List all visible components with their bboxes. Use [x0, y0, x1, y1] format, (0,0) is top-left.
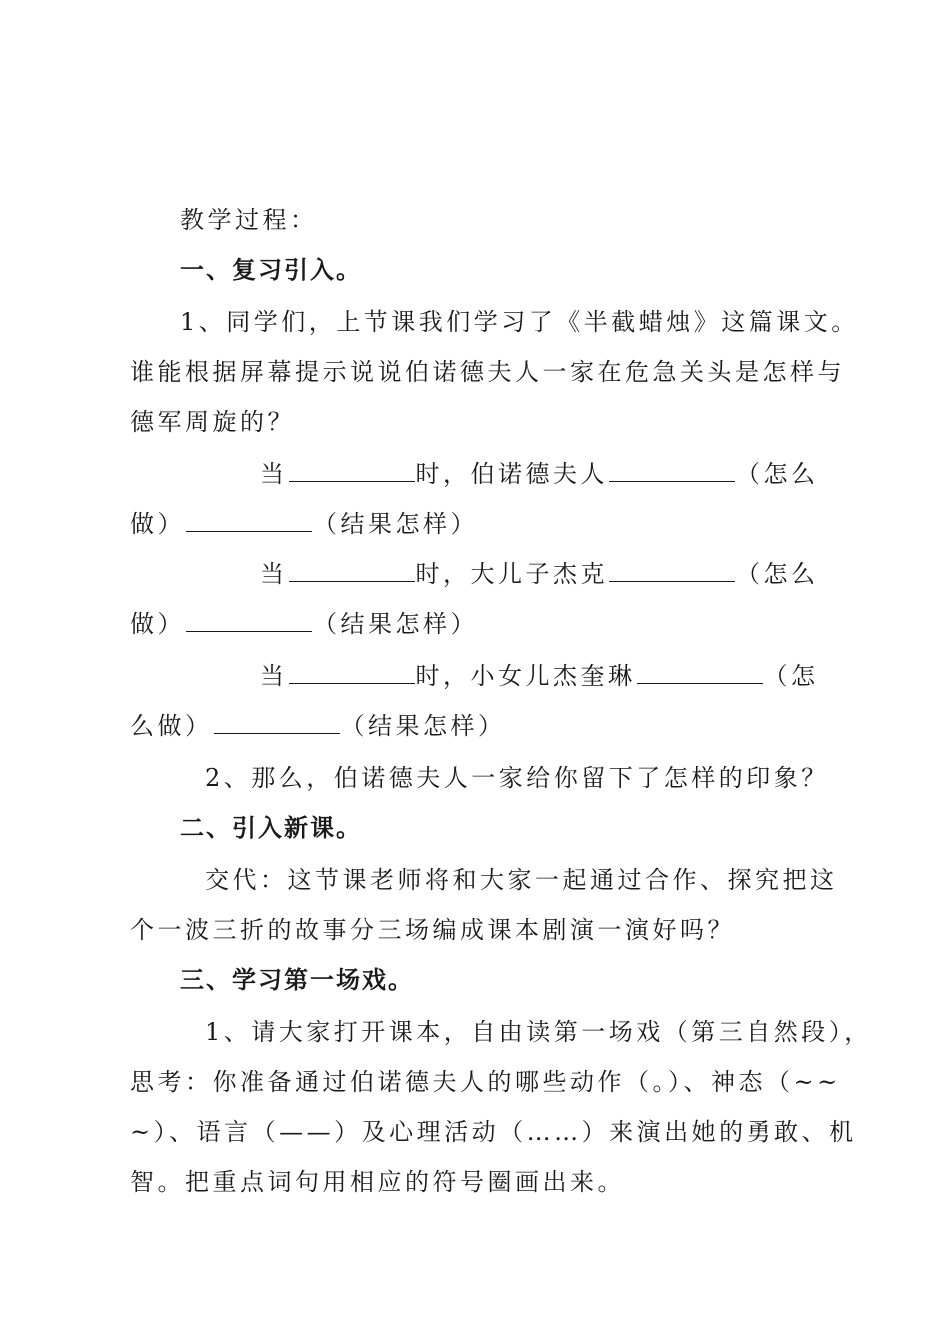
fill-row-cont-b: （结果怎样）: [313, 510, 478, 538]
part1-q1-line3: 德军周旋的？: [130, 408, 295, 436]
section-intro: 教学过程：: [180, 206, 318, 234]
part1-q2: 2、那么，伯诺德夫人一家给你留下了怎样的印象？: [205, 764, 829, 792]
part2-line2: 个一波三折的故事分三场编成课本剧演一演好吗？: [130, 916, 735, 944]
part1-heading: 一、复习引入。: [180, 256, 362, 284]
fill-row-mid: 时，伯诺德夫人: [415, 460, 608, 488]
fill-blank[interactable]: [186, 609, 312, 632]
fill-row-cont-a: 做）: [130, 610, 185, 638]
fill-row-cont-a: 做）: [130, 510, 185, 538]
fill-row-prefix: 当: [260, 560, 288, 588]
fill-row-prefix: 当: [260, 460, 288, 488]
part2-line1: 交代：这节课老师将和大家一起通过合作、探究把这: [205, 866, 838, 894]
fill-blank[interactable]: [637, 661, 763, 684]
part3-line4: 智。把重点词句用相应的符号圈画出来。: [130, 1168, 625, 1196]
fill-row-3: [260, 661, 940, 691]
fill-row-suffix: （怎么: [736, 460, 819, 488]
fill-row-mid: 时，小女儿杰奎琳: [415, 662, 636, 690]
fill-row-1: [260, 459, 940, 489]
fill-row-cont-b: （结果怎样）: [340, 712, 506, 740]
fill-row-cont-a: 么做）: [130, 712, 213, 740]
fill-blank[interactable]: [609, 459, 735, 482]
fill-blank[interactable]: [609, 559, 735, 582]
fill-row-2: [260, 559, 940, 589]
part3-heading: 三、学习第一场戏。: [180, 966, 414, 994]
part1-q1-line2: 谁能根据屏幕提示说说伯诺德夫人一家在危急关头是怎样与: [130, 358, 845, 386]
fill-row-suffix: （怎: [763, 662, 819, 690]
fill-row-3-cont: [130, 711, 810, 741]
part3-line1: 1、请大家打开课本，自由读第一场戏（第三自然段），: [205, 1018, 872, 1046]
part3-line3: ~）、语言（——）及心理活动（……）来演出她的勇敢、机: [130, 1118, 857, 1146]
fill-blank[interactable]: [289, 661, 415, 684]
fill-blank[interactable]: [214, 711, 340, 734]
fill-row-suffix: （怎么: [736, 560, 819, 588]
fill-blank[interactable]: [289, 559, 415, 582]
fill-blank[interactable]: [289, 459, 415, 482]
part1-q1-line1: 1、同学们，上节课我们学习了《半截蜡烛》这篇课文。: [180, 308, 859, 336]
part3-line2: 思考：你准备通过伯诺德夫人的哪些动作（。）、神态（~~: [130, 1068, 841, 1096]
fill-row-2-cont: [130, 609, 810, 639]
fill-blank[interactable]: [186, 509, 312, 532]
part2-heading: 二、引入新课。: [180, 814, 362, 842]
fill-row-cont-b: （结果怎样）: [313, 610, 478, 638]
fill-row-mid: 时，大儿子杰克: [415, 560, 608, 588]
fill-row-1-cont: [130, 509, 810, 539]
fill-row-prefix: 当: [260, 662, 288, 690]
